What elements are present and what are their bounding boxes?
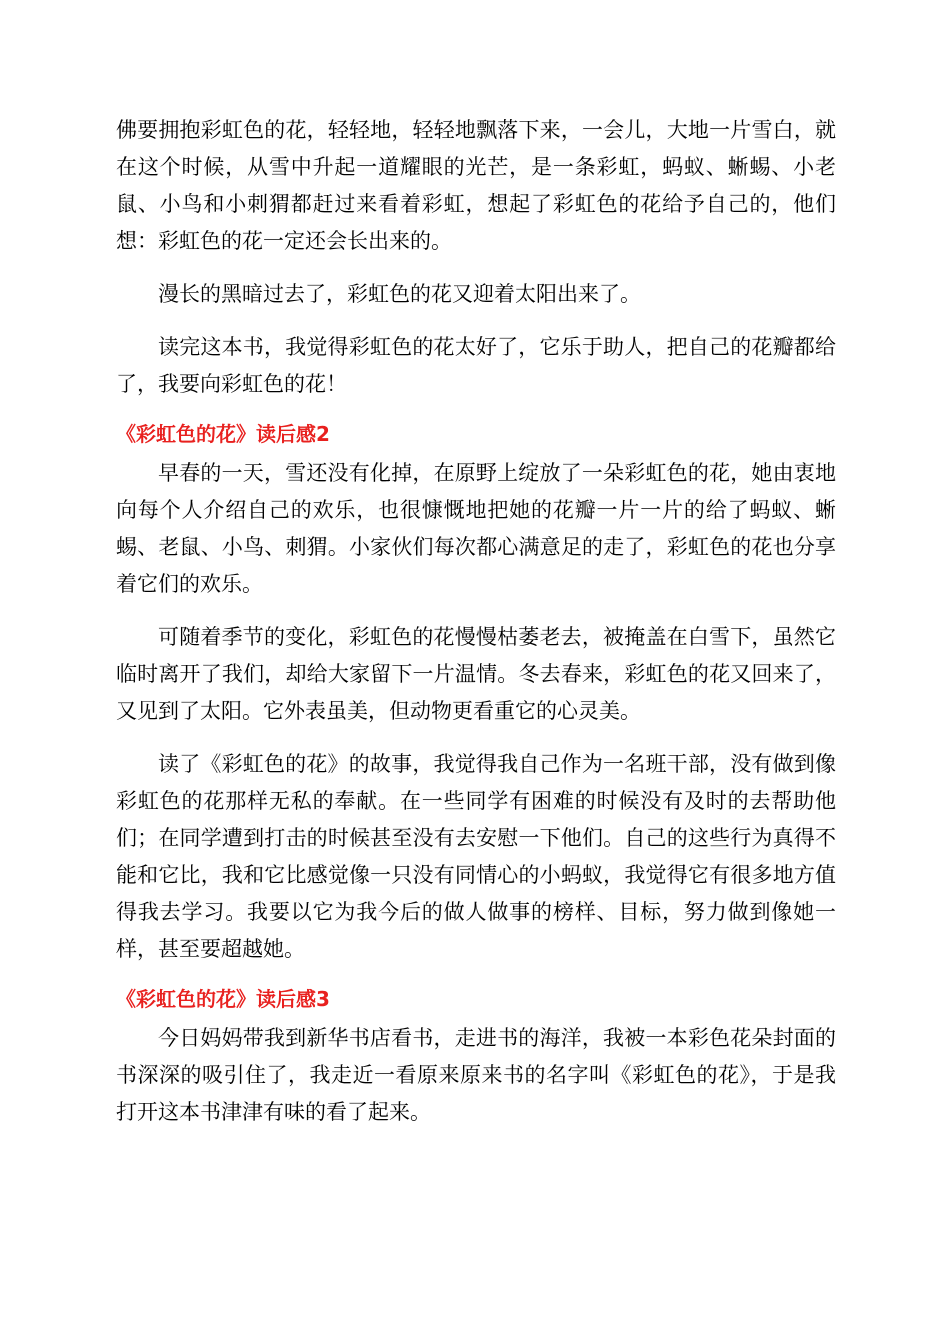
paragraph: 读完这本书，我觉得彩虹色的花太好了，它乐于助人，把自己的花瓣都给了，我要向彩虹色的花！: [116, 335, 836, 396]
section-heading: 《彩虹色的花》读后感3: [116, 987, 330, 1011]
paragraph: 早春的一天，雪还没有化掉，在原野上绽放了一朵彩虹色的花，她由衷地向每个人介绍自己的欢乐，也很慷慨地把她的花瓣一片一片的给了蚂蚁、蜥蜴、老鼠、小鸟、刺猬。小家伙们每次都心满意足的走了，彩虹色的花也分享着它们的欢乐。: [116, 461, 836, 596]
document-page: [116, 112, 836, 1147]
paragraph: 读了《彩虹色的花》的故事，我觉得我自己作为一名班干部，没有做到像彩虹色的花那样无私的奉献。在一些同学有困难的时候没有及时的去帮助他们；在同学遭到打击的时候甚至没有去安慰一下他们。自己的这些行为真得不能和它比，我和它比感觉像一只没有同情心的小蚂蚁，我觉得它有很多地方值得我去学习。我要以它为我今后的做人做事的榜样、目标，努力做到像她一样，甚至要超越她。: [116, 752, 836, 961]
paragraph: 可随着季节的变化，彩虹色的花慢慢枯萎老去，被掩盖在白雪下，虽然它临时离开了我们，却给大家留下一片温情。冬去春来，彩虹色的花又回来了，又见到了太阳。它外表虽美，但动物更看重它的心灵美。: [116, 625, 836, 723]
section-heading: 《彩虹色的花》读后感2: [116, 422, 330, 446]
paragraph: 今日妈妈带我到新华书店看书，走进书的海洋，我被一本彩色花朵封面的书深深的吸引住了，我走近一看原来原来书的名字叫《彩虹色的花》，于是我打开这本书津津有味的看了起来。: [116, 1026, 836, 1124]
paragraph: 佛要拥抱彩虹色的花，轻轻地，轻轻地飘落下来，一会儿，大地一片雪白，就在这个时候，从雪中升起一道耀眼的光芒，是一条彩虹，蚂蚁、蜥蜴、小老鼠、小鸟和小刺猬都赶过来看着彩虹，想起了彩虹色的花给予自己的，他们想：彩虹色的花一定还会长出来的。: [116, 118, 836, 253]
paragraph: 漫长的黑暗过去了，彩虹色的花又迎着太阳出来了。: [158, 282, 641, 306]
